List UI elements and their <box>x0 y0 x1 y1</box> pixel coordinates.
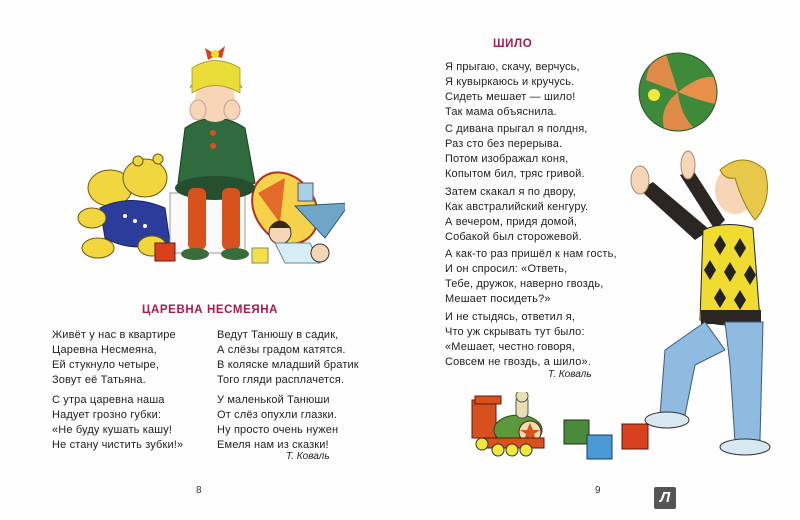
stanza <box>217 393 338 453</box>
poem-line: Потом изображал коня, <box>445 153 569 165</box>
poem-line: Живёт у нас в квартире <box>52 329 176 341</box>
poem-author: Т. Коваль <box>286 451 330 462</box>
stanza <box>445 185 588 245</box>
stanza <box>217 328 359 388</box>
poem-line: И он спросил: «Ответь, <box>445 263 568 275</box>
poem-line: От слёз опухли глазки. <box>217 409 338 421</box>
poem-line: Ей стукнуло четыре, <box>52 359 160 371</box>
poem-line: Того гляди расплачется. <box>217 374 345 386</box>
page-number: 8 <box>196 485 202 496</box>
publisher-logo-icon: Л <box>654 487 676 509</box>
poem-line: Так мама объяснила. <box>445 106 557 118</box>
toy-blocks-illustration <box>562 417 657 462</box>
stanza <box>52 328 176 388</box>
right-page <box>400 0 800 520</box>
poem-line: С утра царевна наша <box>52 394 165 406</box>
poem-line: Совсем не гвоздь, а шило». <box>445 356 591 368</box>
beach-ball-illustration <box>636 50 720 134</box>
poem-line: Собакой был сторожевой. <box>445 231 582 243</box>
poem-line: А слёзы градом катятся. <box>217 344 346 356</box>
toy-train-illustration <box>470 392 550 457</box>
poem-line: Сидеть мешает — шило! <box>445 91 576 103</box>
poem-line: Не стану чистить зубки!» <box>52 439 184 451</box>
girl-with-toys-illustration <box>70 38 345 270</box>
poem-line: Ведут Танюшу в садик, <box>217 329 339 341</box>
poem-line: Надует грозно губки: <box>52 409 162 421</box>
stanza <box>52 393 183 453</box>
poem-line: Копытом бил, тряс гривой. <box>445 168 585 180</box>
poem-line: «Не буду кушать кашу! <box>52 424 173 436</box>
poem-line: У маленькой Танюши <box>217 394 330 406</box>
poem-line: Царевна Несмеяна, <box>52 344 157 356</box>
poem-author: Т. Коваль <box>548 369 592 380</box>
stanza <box>445 310 591 370</box>
poem-line: Мешает посидеть?» <box>445 293 551 305</box>
stanza <box>445 247 617 307</box>
poem-line: Затем скакал я по двору, <box>445 186 576 198</box>
poem-line: Зовут её Татьяна. <box>52 374 146 386</box>
poem-line: Я кувыркаюсь и кручусь. <box>445 76 575 88</box>
poem-line: Я прыгаю, скачу, верчусь, <box>445 61 580 73</box>
poem-line: Раз сто без перерыва. <box>445 138 563 150</box>
stanza <box>445 60 580 120</box>
poem-line: Как австралийский кенгуру. <box>445 201 589 213</box>
boy-jumping-illustration <box>625 150 790 460</box>
poem-line: А вечером, придя домой, <box>445 216 578 228</box>
poem-line: Что уж скрывать тут было: <box>445 326 585 338</box>
poem-line: В коляске младший братик <box>217 359 359 371</box>
poem-line: Ну просто очень нужен <box>217 424 339 436</box>
page-number: 9 <box>595 485 601 496</box>
poem-line: Емеля нам из сказки! <box>217 439 329 451</box>
poem-line: С дивана прыгал я полдня, <box>445 123 588 135</box>
poem-title: ЦАРЕВНА НЕСМЕЯНА <box>142 304 279 316</box>
poem-line: Тебе, дружок, наверно гвоздь, <box>445 278 604 290</box>
poem-line: «Мешает, честно говоря, <box>445 341 575 353</box>
poem-title: ШИЛО <box>493 38 533 50</box>
poem-line: И не стыдясь, ответил я, <box>445 311 576 323</box>
poem-line: А как-то раз пришёл к нам гость, <box>445 248 617 260</box>
stanza <box>445 122 588 182</box>
